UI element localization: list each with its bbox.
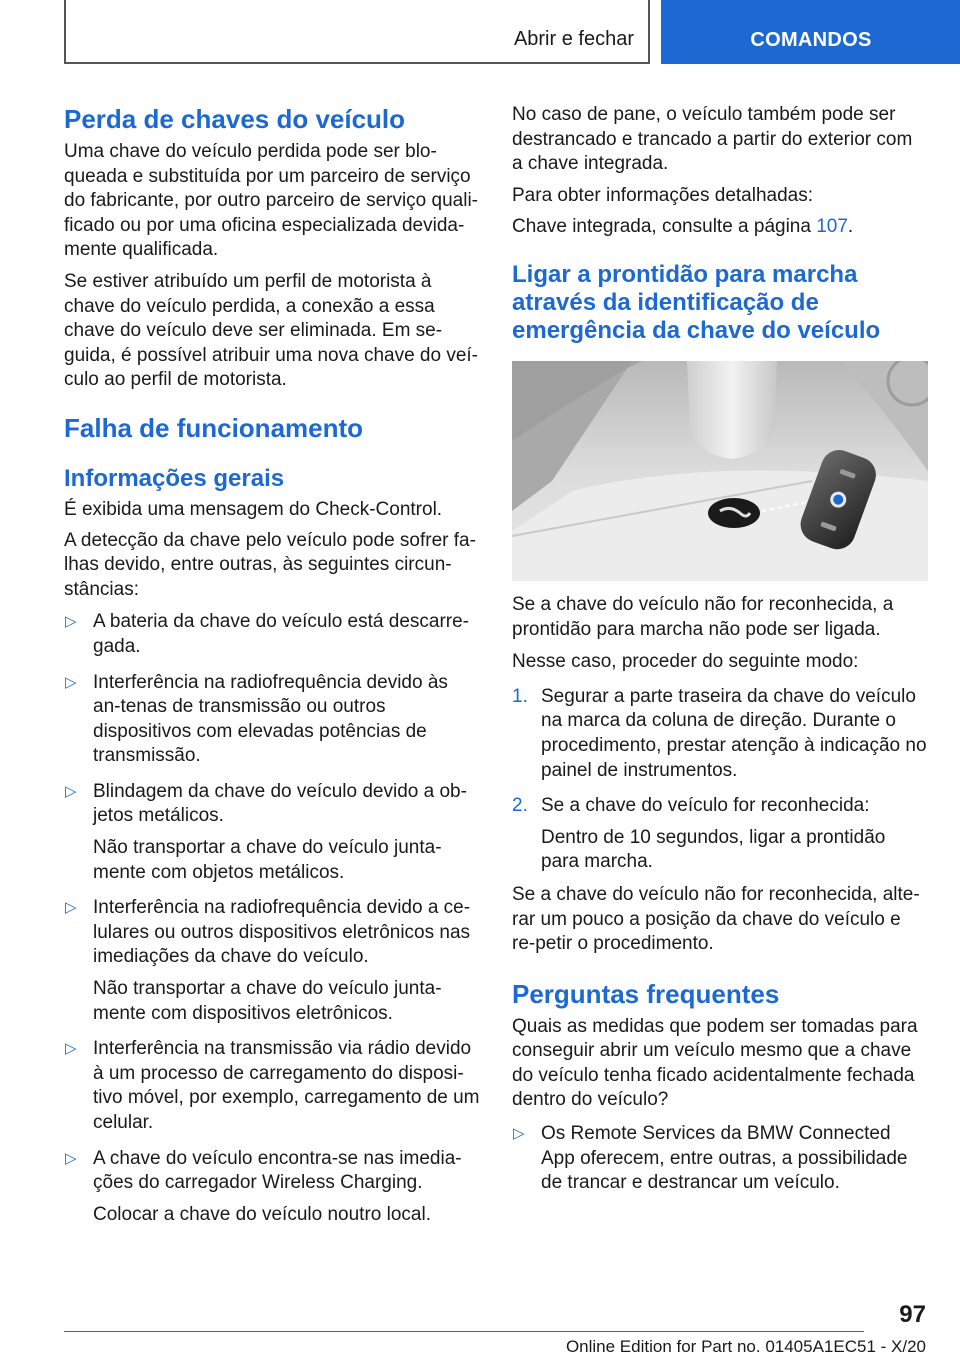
right-column bbox=[512, 100, 928, 1196]
step-note: Dentro de 10 segundos, ligar a prontidão para marcha. bbox=[541, 826, 886, 873]
chapter-tab bbox=[661, 0, 960, 64]
heading-lost-keys: Perda de chaves do veículo bbox=[64, 104, 406, 134]
list-item bbox=[64, 671, 480, 769]
triangle-bullet-icon: ▷ bbox=[65, 1149, 77, 1167]
list-item bbox=[64, 780, 480, 885]
triangle-bullet-icon: ▷ bbox=[65, 782, 77, 800]
footer-divider bbox=[64, 1331, 864, 1332]
triangle-bullet-icon: ▷ bbox=[65, 673, 77, 691]
list-item-text: Interferência na radiofrequência devido a ce-lulares ou outros dispositivos eletrônicos nas imediações da chave do veículo. bbox=[93, 897, 471, 968]
paragraph: A detecção da chave pelo veículo pode sofrer fa-lhas devido, entre outras, às seguintes circun-stâncias: bbox=[64, 529, 476, 600]
footer-edition: Online Edition for Part no. 01405A1EC51 - X/20 bbox=[565, 1337, 926, 1356]
list-item-note: Não transportar a chave do veículo junta-mente com objetos metálicos. bbox=[93, 837, 442, 883]
paragraph: Se a chave do veículo não for reconhecida, alte-rar um pouco a posição da chave do veículo e re-petir o procedimento. bbox=[512, 883, 920, 955]
heading-emergency-detection: Ligar a prontidão para marcha através da identificação de emergência da chave do veículo bbox=[512, 260, 881, 344]
paragraph: Para obter informações detalhadas: bbox=[512, 184, 814, 206]
key-illustration-svg bbox=[512, 361, 928, 581]
section-title: Abrir e fechar bbox=[513, 28, 634, 50]
step-text: Segurar a parte traseira da chave do veículo na marca da coluna de direção. Durante o procedimento, prestar atenção à indicação no painel de instrumentos. bbox=[541, 685, 927, 781]
list-item-note: Não transportar a chave do veículo junta-mente com dispositivos eletrônicos. bbox=[93, 978, 442, 1024]
paragraph: É exibida uma mensagem do Check-Control. bbox=[64, 498, 443, 520]
paragraph: Quais as medidas que podem ser tomadas para conseguir abrir um veículo mesmo que a chave do veículo tenha ficado acidentalmente fechada dentro do veículo? bbox=[512, 1015, 918, 1111]
heading-faq: Perguntas frequentes bbox=[512, 978, 780, 1009]
page-link[interactable]: 107 bbox=[816, 216, 848, 238]
list-item bbox=[512, 794, 928, 875]
header-section-box bbox=[64, 0, 650, 64]
key-mark-icon bbox=[708, 498, 760, 528]
list-item bbox=[64, 1037, 480, 1135]
step-text: Se a chave do veículo for reconhecida: bbox=[541, 795, 870, 817]
list-item-text: Interferência na transmissão via rádio devido à um processo de carregamento do disposi-tivo móvel, por exemplo, carregamento de um celular. bbox=[93, 1038, 480, 1133]
paragraph: Se a chave do veículo não for reconhecida, a prontidão para marcha não pode ser ligada. bbox=[512, 593, 894, 640]
left-column bbox=[64, 100, 480, 1227]
list-item bbox=[64, 1147, 480, 1228]
triangle-bullet-icon: ▷ bbox=[513, 1125, 525, 1143]
page-number: 97 bbox=[899, 1301, 926, 1328]
list-item-note: Colocar a chave do veículo noutro local. bbox=[93, 1203, 431, 1225]
paragraph: Uma chave do veículo perdida pode ser blo-queada e substituída por um parceiro de serviço do fabricante, por outro parceiro de serviço quali-ficado ou por uma oficina especializada devida-mente qualificada. bbox=[64, 141, 479, 261]
list-item bbox=[512, 1122, 928, 1196]
list-item bbox=[512, 685, 928, 783]
bullet-list bbox=[64, 610, 480, 1227]
heading-malfunction: Falha de funcionamento bbox=[64, 412, 364, 443]
reference-text: Chave integrada, consulte a página bbox=[512, 216, 817, 238]
step-number: 1. bbox=[512, 685, 528, 707]
chapter-title: COMANDOS bbox=[750, 29, 872, 51]
list-item-text: Blindagem da chave do veículo devido a ob-jetos metálicos. bbox=[93, 780, 467, 827]
reference-end: . bbox=[847, 216, 854, 238]
triangle-bullet-icon: ▷ bbox=[65, 613, 77, 631]
triangle-bullet-icon: ▷ bbox=[65, 899, 77, 917]
list-item bbox=[64, 610, 480, 659]
list-item-text: A chave do veículo encontra-se nas imedia-ções do carregador Wireless Charging. bbox=[93, 1147, 462, 1194]
triangle-bullet-icon: ▷ bbox=[65, 1040, 77, 1058]
illustration-key-steering-column bbox=[512, 361, 928, 581]
paragraph: Nesse caso, proceder do seguinte modo: bbox=[512, 651, 859, 673]
list-item-text: A bateria da chave do veículo está descarre-gada. bbox=[93, 611, 470, 657]
paragraph-reference bbox=[512, 215, 928, 240]
list-item-text: Os Remote Services da BMW Connected App oferecem, entre outras, a possibilidade de trancar e destrancar um veículo. bbox=[541, 1123, 908, 1194]
steering-column bbox=[687, 361, 777, 459]
heading-general-info: Informações gerais bbox=[64, 464, 285, 492]
paragraph: No caso de pane, o veículo também pode ser destrancado e trancado a partir do exterior com a chave integrada. bbox=[512, 104, 913, 175]
list-item bbox=[64, 896, 480, 1026]
bullet-list bbox=[512, 1122, 928, 1196]
list-item-text: Interferência na radiofrequência devido às an-tenas de transmissão ou outros dispositivos com elevadas potências de transmissão. bbox=[93, 671, 448, 767]
numbered-list bbox=[512, 685, 928, 875]
step-number: 2. bbox=[512, 795, 528, 817]
paragraph: Se estiver atribuído um perfil de motorista à chave do veículo perdida, a conexão a essa chave do veículo deve ser eliminada. Em se-guida, é possível atribuir uma nova chave do veí-culo ao perfil de motorista. bbox=[64, 270, 479, 391]
